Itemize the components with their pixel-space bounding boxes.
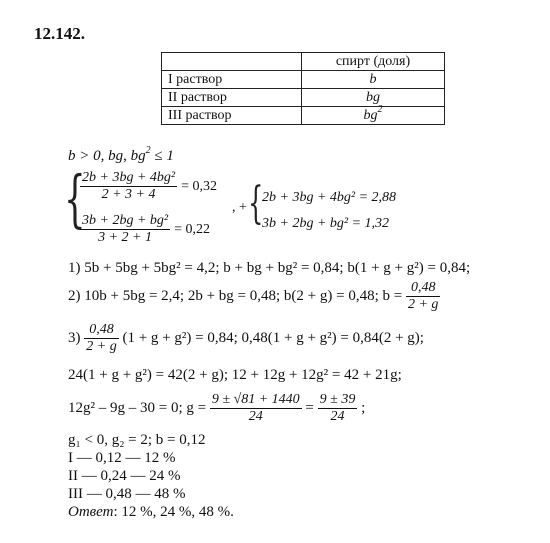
table-header-empty [162,53,302,71]
step-3 [68,322,424,355]
fraction [80,213,170,246]
fraction [210,392,302,425]
step-5-text: 12g² – 9g – 30 = 0; g = [68,399,207,416]
fraction-denominator: 24 [330,409,345,424]
fraction-denominator: 24 [248,409,263,424]
fraction [84,322,118,355]
semicolon: ; [361,399,366,416]
row-label: I раствор [162,71,302,89]
system-brace-right: { [248,178,264,229]
row-value [302,103,445,125]
fraction-denominator: 2 + g [407,297,439,312]
step-2-text: 2) 10b + 5bg = 2,4; 2b + bg = 0,48; b(2 + g) = 0,48; b = [68,287,403,304]
step-6: g₁ < 0, g₂ = 2; b = 0,12 [68,432,206,448]
row-value: b [302,71,445,89]
step-4: 24(1 + g + g²) = 42(2 + g); 12 + 12g + 12g² = 42 + 21g; [68,367,402,383]
fraction [318,392,358,425]
fraction-denominator: 3 + 2 + 1 [98,230,152,245]
step-3-label: 3) [68,329,81,346]
table-row [162,89,445,107]
equation-value: = 0,22 [174,222,210,238]
system1-eq2 [80,213,210,246]
result-1: I — 0,12 — 12 % [68,450,176,466]
condition-exponent: 2 [145,145,151,156]
answer-label: Ответ [68,504,114,520]
fraction-numerator: 0,48 [406,280,440,297]
step-5 [68,392,365,425]
fraction [406,280,440,313]
fraction-numerator: 9 ± √81 + 1440 [211,392,300,407]
row-label: III раствор [162,107,302,125]
row-label: II раствор [162,89,302,107]
row-value-base: bg [363,107,378,123]
table-header-alcohol: спирт (доля) [302,53,445,71]
table-header-row [162,53,445,71]
concentration-table [161,52,445,125]
fraction-denominator: 2 + 3 + 4 [101,187,156,202]
fraction-numerator: 2b + 3bg + 4bg² [82,170,176,185]
table-row [162,107,445,125]
step-2 [68,280,440,313]
equals-sign: = [305,399,314,416]
fraction-numerator: 3b + 2bg + bg² [82,213,169,228]
table-row [162,71,445,89]
fraction [80,170,177,203]
fraction-denominator: 2 + g [86,339,117,354]
problem-number: 12.142. [34,24,85,43]
system-separator: , + [232,200,247,215]
answer-line [68,504,234,521]
row-value: bg [302,89,445,107]
result-2: II — 0,24 — 24 % [68,468,181,484]
condition-text: b > 0, bg, bg [68,148,146,164]
step-3-text: (1 + g + g²) = 0,84; 0,48(1 + g + g²) = 0,84(2 + g); [122,329,424,346]
equation-value: = 0,32 [181,179,217,195]
system2-eq1: 2b + 3bg + 4bg² = 2,88 [262,190,397,205]
condition-tail: ≤ 1 [150,148,174,164]
answer-text: : 12 %, 24 %, 48 %. [113,504,234,520]
row-value-exponent: 2 [377,103,383,115]
fraction-numerator: 9 ± 39 [319,392,356,407]
fraction-numerator: 0,48 [84,322,118,339]
result-3: III — 0,48 — 48 % [68,486,186,502]
step-1: 1) 5b + 5bg + 5bg² = 4,2; b + bg + bg² = 0,84; b(1 + g + g²) = 0,84; [68,260,471,276]
system1-eq1 [80,170,217,203]
system2-eq2: 3b + 2bg + bg² = 1,32 [262,216,390,231]
system-brace-left: { [64,162,86,235]
